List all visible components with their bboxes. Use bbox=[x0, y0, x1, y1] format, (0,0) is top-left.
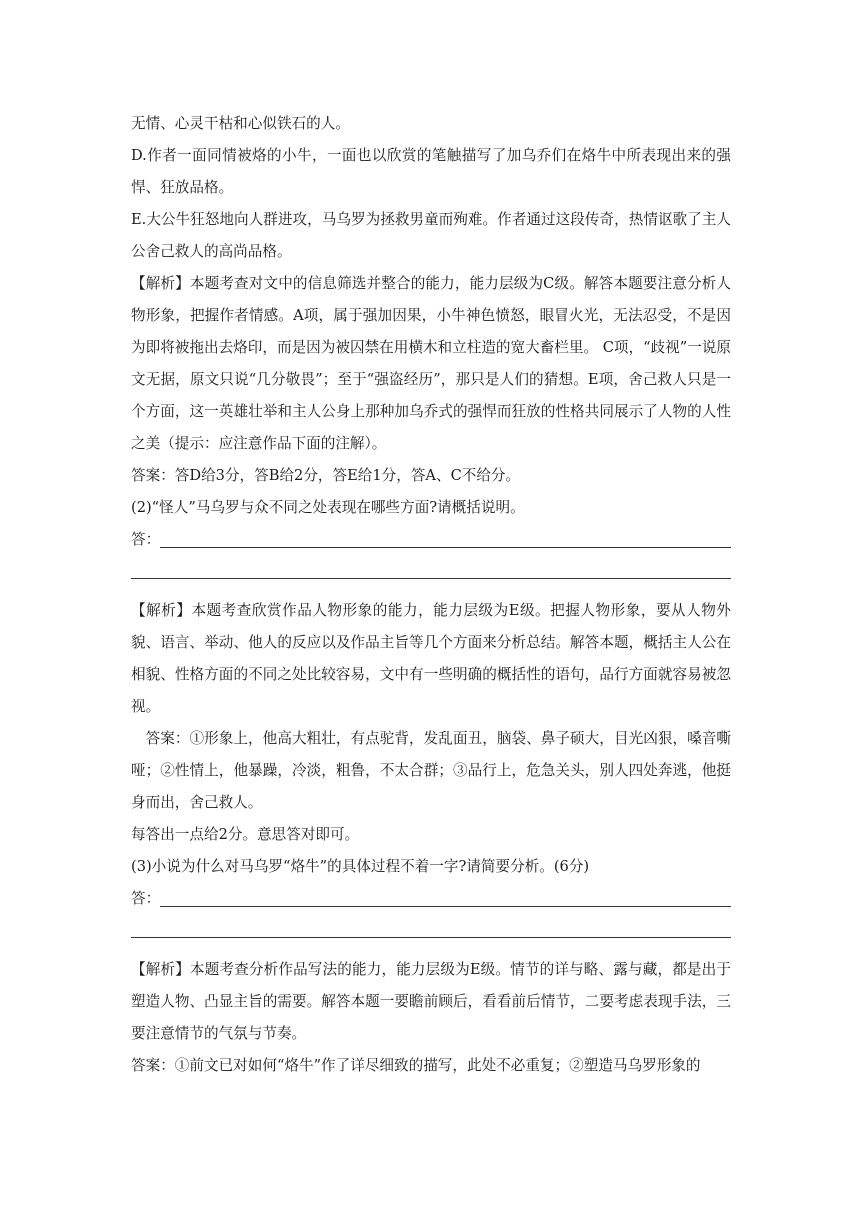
answer-blank-line-q3[interactable] bbox=[131, 937, 731, 938]
paragraph-option-c-end: 无情、心灵干枯和心似铁石的人。 bbox=[131, 115, 350, 132]
document-page bbox=[131, 108, 731, 1082]
paragraph-option-e: E.大公牛狂怒地向人群进攻，马乌罗为拯救男童而殉难。作者通过这段传奇，热情讴歌了主人公舍己救人的高尚品格。 bbox=[131, 211, 731, 260]
answer-label: 答： bbox=[131, 531, 161, 548]
answer-field-q2[interactable] bbox=[131, 524, 731, 556]
paragraph-answer-q1: 答案：答D给3分，答B给2分，答E给1分，答A、C不给分。 bbox=[131, 467, 521, 484]
answer-field-q3[interactable] bbox=[131, 883, 731, 915]
paragraph-answer-q2: 答案：①形象上，他高大粗壮，有点驼背，发乱面丑，脑袋、鼻子硕大，目光凶狠，嗓音嘶哑；②性情上，他暴躁，冷淡，粗鲁，不太合群；③品行上，危急关头，别人四处奔逃，他挺身而出，舍己救人。 bbox=[131, 730, 731, 811]
answer-underline bbox=[160, 547, 731, 548]
answer-label: 答： bbox=[131, 890, 161, 907]
paragraph-answer-q3: 答案：①前文已对如何“烙牛”作了详尽细致的描写，此处不必重复；②塑造马乌罗形象的 bbox=[131, 1057, 701, 1074]
paragraph-analysis-q3: 【解析】本题考查分析作品写法的能力，能力层级为E级。情节的详与略、露与藏，都是出于塑造人物、凸显主旨的需要。解答本题一要瞻前顾后，看看前后情节，二要考虑表现手法，三要注意情节的气氛与节奏。 bbox=[131, 961, 731, 1042]
paragraph-question-2: (2)“怪人”马乌罗与众不同之处表现在哪些方面?请概括说明。 bbox=[131, 499, 525, 516]
paragraph-analysis-q2: 【解析】本题考查欣赏作品人物形象的能力，能力层级为E级。把握人物形象，要从人物外貌、语言、举动、他人的反应以及作品主旨等几个方面来分析总结。解答本题，概括主人公在相貌、性格方面的不同之处比较容易，文中有一些明确的概括性的语句，品行方面就容易被忽视。 bbox=[131, 602, 731, 715]
answer-blank-line-q2[interactable] bbox=[131, 578, 731, 579]
paragraph-scoring-q2: 每答出一点给2分。意思答对即可。 bbox=[131, 826, 360, 843]
paragraph-question-3: (3)小说为什么对马乌罗“烙牛”的具体过程不着一字?请简要分析。(6分) bbox=[131, 858, 590, 875]
paragraph-analysis-q1: 【解析】本题考查对文中的信息筛选并整合的能力，能力层级为C级。解答本题要注意分析人物形象，把握作者情感。A项，属于强加因果，小牛神色愤怒，眼冒火光，无法忍受，不是因为即将被拖出去烙印，而是因为被囚禁在用横木和立柱造的宽大畜栏里。 C项，“歧视”一说原文无据，原文只说“几分敬畏”；至于“强盗经历”，那只是人们的猜想。E项，舍己救人只是一个方面，这一英雄壮举和主人公身上那种加乌乔式的强悍而狂放的性格共同展示了人物的人性之美（提示：应注意作品下面的注解）。 bbox=[131, 275, 731, 452]
answer-underline bbox=[160, 906, 731, 907]
paragraph-option-d: D.作者一面同情被烙的小牛，一面也以欣赏的笔触描写了加乌乔们在烙牛中所表现出来的强悍、狂放品格。 bbox=[131, 147, 731, 196]
